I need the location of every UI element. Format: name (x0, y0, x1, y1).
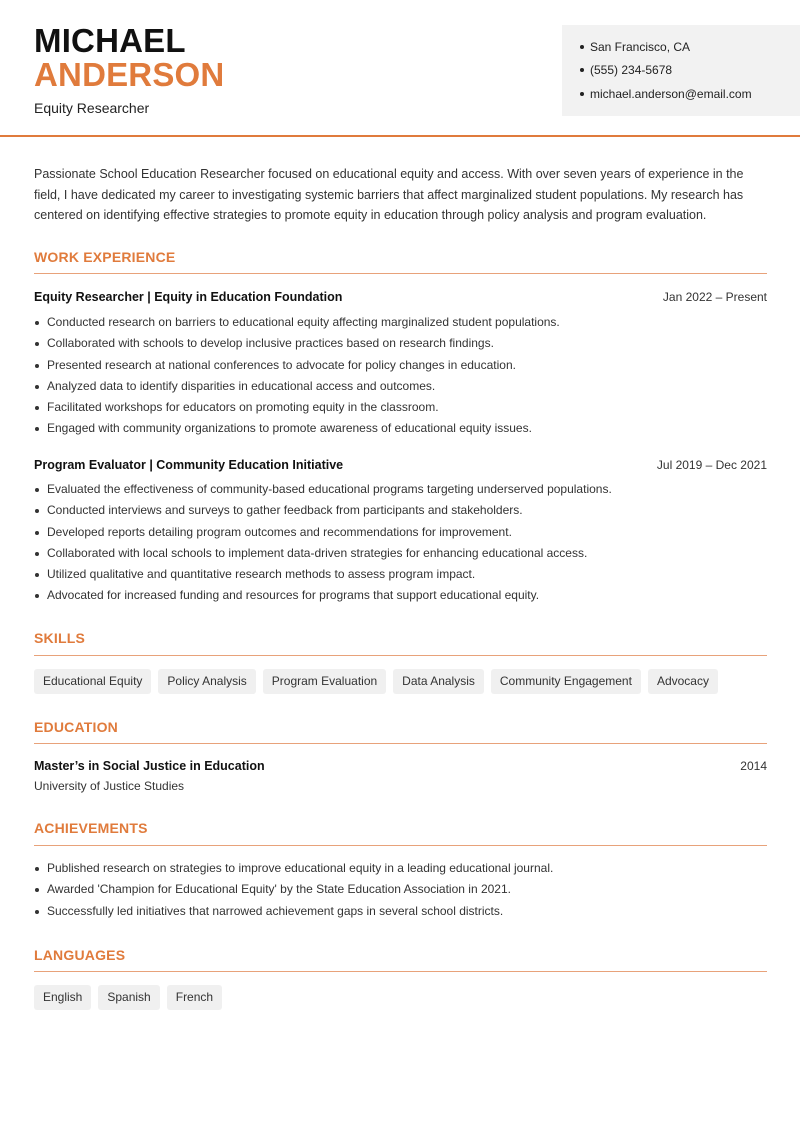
education-year: 2014 (740, 759, 767, 773)
section-divider (34, 971, 767, 972)
education-school: University of Justice Studies (34, 779, 185, 793)
job-dates: Jul 2019 – Dec 2021 (656, 458, 767, 472)
contact-box (562, 25, 800, 116)
last-name: ANDERSON (34, 56, 225, 93)
list-item: Collaborated with schools to develop inclusive practices based on research findings. (34, 333, 774, 354)
bullet-icon (580, 68, 584, 72)
list-item: Engaged with community organizations to promote awareness of educational equity issues. (34, 418, 774, 439)
job-heading: Equity Researcher | Equity in Education Foundation (34, 290, 343, 304)
list-item: Utilized qualitative and quantitative research methods to assess program impact. (34, 564, 774, 585)
achievement-bullets (34, 858, 774, 922)
location-text: San Francisco, CA (590, 40, 691, 54)
list-item: Awarded 'Champion for Educational Equity' by the State Education Association in 2021. (34, 879, 774, 900)
section-title-skills: SKILLS (34, 630, 85, 646)
bullet-icon (580, 92, 584, 96)
contact-email[interactable] (580, 87, 752, 101)
skill-chip: Policy Analysis (158, 669, 255, 694)
language-chip: Spanish (98, 985, 159, 1010)
list-item: Advocated for increased funding and resources for programs that support educational equity. (34, 585, 774, 606)
skill-chip: Data Analysis (393, 669, 484, 694)
list-item: Presented research at national conferences to advocate for policy changes in education. (34, 355, 774, 376)
resume-header (0, 0, 800, 137)
list-item: Analyzed data to identify disparities in educational access and outcomes. (34, 376, 774, 397)
skill-chip: Advocacy (648, 669, 718, 694)
section-divider (34, 845, 767, 846)
language-chip: English (34, 985, 91, 1010)
skills-chips (34, 669, 718, 694)
job-bullets (34, 312, 774, 440)
skill-chip: Program Evaluation (263, 669, 386, 694)
contact-phone (580, 63, 672, 77)
skill-chip: Educational Equity (34, 669, 151, 694)
email-text[interactable]: michael.anderson@email.com (590, 87, 752, 101)
job-bullets (34, 479, 774, 607)
section-divider (34, 743, 767, 744)
section-title-education: EDUCATION (34, 719, 118, 735)
section-title-languages: LANGUAGES (34, 947, 126, 963)
section-title-work: WORK EXPERIENCE (34, 249, 176, 265)
job-heading: Program Evaluator | Community Education Initiative (34, 458, 344, 472)
skill-chip: Community Engagement (491, 669, 641, 694)
job-dates: Jan 2022 – Present (662, 290, 767, 304)
section-divider (34, 655, 767, 656)
education-degree: Master’s in Social Justice in Education (34, 759, 265, 773)
list-item: Conducted interviews and surveys to gather feedback from participants and stakeholders. (34, 500, 774, 521)
job-title: Equity Researcher (34, 100, 150, 116)
section-title-achievements: ACHIEVEMENTS (34, 820, 148, 836)
bullet-icon (580, 45, 584, 49)
list-item: Collaborated with local schools to implement data-driven strategies for enhancing educational access. (34, 543, 774, 564)
section-divider (34, 273, 767, 274)
language-chip: French (167, 985, 222, 1010)
phone-text: (555) 234-5678 (590, 63, 673, 77)
list-item: Facilitated workshops for educators on promoting equity in the classroom. (34, 397, 774, 418)
list-item: Successfully led initiatives that narrowed achievement gaps in several school districts. (34, 901, 774, 922)
summary-paragraph: Passionate School Education Researcher focused on educational equity and access. With over seven years of experience in the field, I have dedicated my career to investigating systemic barriers that affect marginalized student populations. My research has centered on identifying effective strategies to promote equity in education through policy analysis and program evaluation. (34, 167, 744, 222)
list-item: Conducted research on barriers to educational equity affecting marginalized student populations. (34, 312, 774, 333)
language-chips (34, 985, 222, 1010)
list-item: Published research on strategies to improve educational equity in a leading educational journal. (34, 858, 774, 879)
contact-location (580, 40, 690, 54)
first-name: MICHAEL (34, 22, 186, 59)
list-item: Developed reports detailing program outcomes and recommendations for improvement. (34, 522, 774, 543)
list-item: Evaluated the effectiveness of community-based educational programs targeting underserved populations. (34, 479, 774, 500)
